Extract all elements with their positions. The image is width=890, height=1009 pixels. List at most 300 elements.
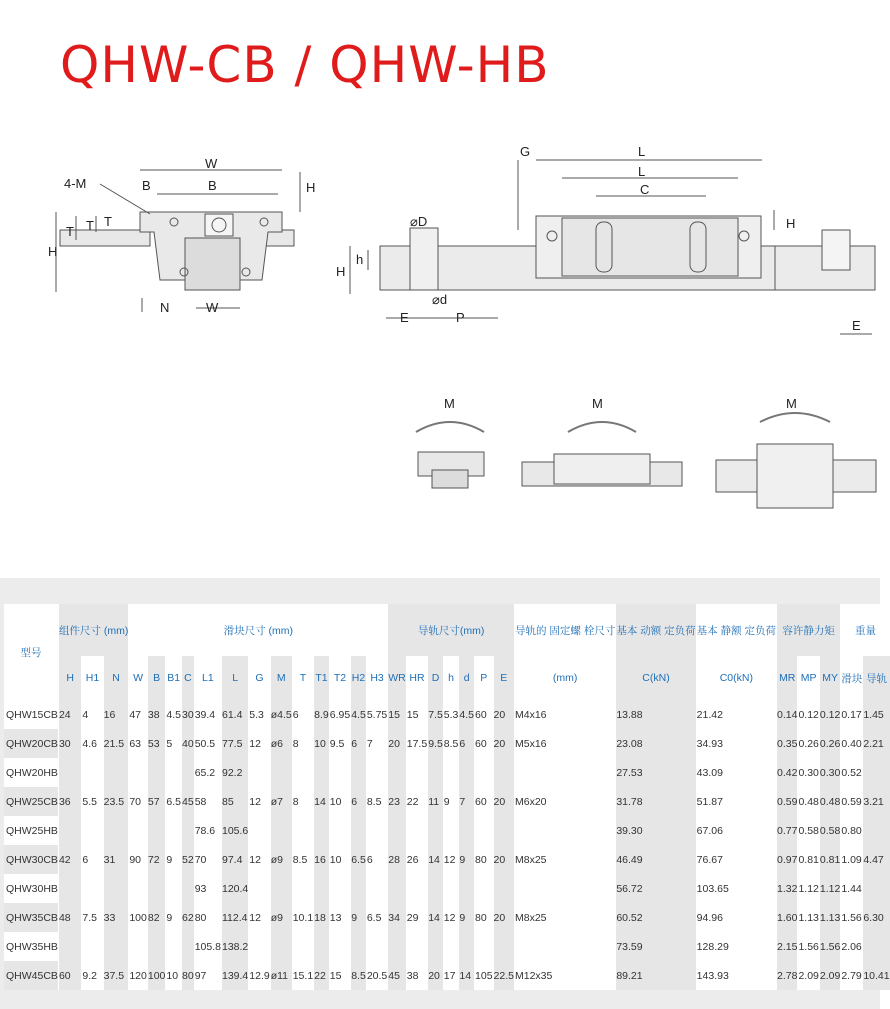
data-cell: [103, 758, 129, 787]
column-header: P: [475, 656, 494, 700]
data-cell: 0.40: [841, 729, 863, 758]
column-header: T1: [314, 656, 330, 700]
data-cell: 17: [443, 961, 459, 990]
data-cell: 14: [428, 903, 444, 932]
data-cell: 0.97: [777, 845, 798, 874]
dim-label: G: [520, 144, 531, 159]
data-cell: [292, 932, 313, 961]
data-cell: 1.56: [819, 932, 840, 961]
data-cell: 0.12: [819, 700, 840, 729]
data-cell: 78.6: [194, 816, 221, 845]
data-cell: [329, 816, 350, 845]
data-cell: 10: [329, 787, 350, 816]
data-cell: 0.59: [841, 787, 863, 816]
data-cell: 47: [129, 700, 148, 729]
column-header: C: [182, 656, 195, 700]
data-cell: 63: [129, 729, 148, 758]
header-moment: 容许静力矩: [777, 604, 841, 656]
data-cell: [103, 932, 129, 961]
data-cell: 1.56: [798, 932, 819, 961]
data-cell: [366, 816, 387, 845]
data-cell: 13: [329, 903, 350, 932]
column-header: C0(kN): [696, 656, 776, 700]
data-cell: 15.1: [292, 961, 313, 990]
model-cell: QHW25CB: [4, 787, 58, 816]
data-cell: 105: [475, 961, 494, 990]
data-cell: [314, 932, 330, 961]
data-cell: 17.5: [406, 729, 427, 758]
data-cell: 43.09: [696, 758, 776, 787]
data-cell: 3.21: [863, 787, 890, 816]
moment-label: M: [786, 396, 797, 411]
data-cell: 22: [314, 961, 330, 990]
data-cell: [475, 816, 494, 845]
data-cell: 20: [493, 845, 514, 874]
data-cell: 2.21: [863, 729, 890, 758]
data-cell: 51.87: [696, 787, 776, 816]
data-cell: 20.5: [366, 961, 387, 990]
data-cell: [443, 816, 459, 845]
data-cell: 1.45: [863, 700, 890, 729]
data-cell: 9.5: [329, 729, 350, 758]
data-cell: [459, 816, 475, 845]
data-cell: [366, 932, 387, 961]
dim-label: ⌀D: [410, 214, 428, 229]
column-header: N: [103, 656, 129, 700]
data-cell: 16: [314, 845, 330, 874]
data-cell: 0.42: [777, 758, 798, 787]
table-row: [4, 729, 890, 758]
data-cell: 10: [329, 845, 350, 874]
data-cell: 1.12: [819, 874, 840, 903]
column-header: B1: [166, 656, 182, 700]
data-cell: 112.4: [221, 903, 248, 932]
model-cell: QHW45CB: [4, 961, 58, 990]
data-cell: 8.9: [314, 700, 330, 729]
spec-table: [4, 604, 890, 990]
data-cell: [166, 874, 182, 903]
data-cell: 61.4: [221, 700, 248, 729]
data-cell: [475, 758, 494, 787]
data-cell: [147, 932, 166, 961]
data-cell: 34.93: [696, 729, 776, 758]
table-row: [4, 903, 890, 932]
data-cell: 20: [493, 700, 514, 729]
column-header: MP: [798, 656, 819, 700]
data-cell: 20: [493, 729, 514, 758]
data-cell: [329, 932, 350, 961]
data-cell: 30: [182, 700, 195, 729]
data-cell: [443, 932, 459, 961]
dim-label: L: [638, 164, 646, 179]
dim-label: W: [205, 156, 218, 171]
data-cell: 53: [147, 729, 166, 758]
data-cell: 2.79: [841, 961, 863, 990]
data-cell: 0.17: [841, 700, 863, 729]
data-cell: 2.78: [777, 961, 798, 990]
data-cell: 1.32: [777, 874, 798, 903]
data-cell: [249, 816, 270, 845]
table-row: [4, 845, 890, 874]
data-cell: 1.60: [777, 903, 798, 932]
data-cell: [459, 874, 475, 903]
data-cell: 57: [147, 787, 166, 816]
data-cell: 33: [103, 903, 129, 932]
dim-label: L: [638, 144, 646, 159]
data-cell: 92.2: [221, 758, 248, 787]
data-cell: 45: [182, 787, 195, 816]
data-cell: [443, 874, 459, 903]
data-cell: 4.5: [459, 700, 475, 729]
data-cell: 37.5: [103, 961, 129, 990]
data-cell: 9: [166, 903, 182, 932]
data-cell: 15: [388, 700, 407, 729]
data-cell: M5x16: [514, 729, 615, 758]
dim-label: T: [66, 224, 74, 239]
data-cell: M12x35: [514, 961, 615, 990]
data-cell: [514, 816, 615, 845]
data-cell: 9: [459, 845, 475, 874]
data-cell: 52: [182, 845, 195, 874]
data-cell: 105.8: [194, 932, 221, 961]
data-cell: [129, 816, 148, 845]
data-cell: ø9: [270, 903, 292, 932]
data-cell: 12.9: [249, 961, 270, 990]
data-cell: 6: [82, 845, 103, 874]
data-cell: 70: [129, 787, 148, 816]
header-bolt: 导轨的 固定螺 栓尺寸: [514, 604, 615, 656]
data-cell: 0.12: [798, 700, 819, 729]
dim-label: C: [640, 182, 650, 197]
data-cell: 80: [475, 845, 494, 874]
data-cell: 12: [249, 845, 270, 874]
data-cell: 6.30: [863, 903, 890, 932]
data-cell: 0.81: [819, 845, 840, 874]
column-header: H2: [351, 656, 367, 700]
header-assembly: 组件尺寸 (mm): [58, 604, 128, 656]
data-cell: 29: [406, 903, 427, 932]
data-cell: [366, 758, 387, 787]
data-cell: 97.4: [221, 845, 248, 874]
column-header: D: [428, 656, 444, 700]
data-cell: 13.88: [616, 700, 696, 729]
data-cell: 31.78: [616, 787, 696, 816]
data-cell: [58, 758, 81, 787]
data-cell: 8.5: [366, 787, 387, 816]
column-header: 导轨: [863, 656, 890, 700]
data-cell: 0.81: [798, 845, 819, 874]
data-cell: [82, 932, 103, 961]
data-cell: 2.15: [777, 932, 798, 961]
column-header: E: [493, 656, 514, 700]
data-cell: [406, 874, 427, 903]
data-cell: [58, 932, 81, 961]
data-cell: M6x20: [514, 787, 615, 816]
data-cell: 4.5: [166, 700, 182, 729]
data-cell: 0.77: [777, 816, 798, 845]
data-cell: 15: [329, 961, 350, 990]
dim-label: P: [456, 310, 465, 325]
dim-label: T: [86, 218, 94, 233]
data-cell: M8x25: [514, 903, 615, 932]
data-cell: ø11: [270, 961, 292, 990]
data-cell: [270, 932, 292, 961]
header-dynamic-load: 基本 动额 定负荷: [616, 604, 696, 656]
data-cell: [493, 758, 514, 787]
data-cell: 85: [221, 787, 248, 816]
data-cell: 10.1: [292, 903, 313, 932]
data-cell: [351, 816, 367, 845]
column-header: MR: [777, 656, 798, 700]
data-cell: 9.5: [428, 729, 444, 758]
data-cell: 70: [194, 845, 221, 874]
data-cell: 26: [406, 845, 427, 874]
data-cell: [314, 874, 330, 903]
dim-label: H: [336, 264, 346, 279]
data-cell: 7.5: [82, 903, 103, 932]
data-cell: 9: [166, 845, 182, 874]
data-cell: [443, 758, 459, 787]
data-cell: [103, 816, 129, 845]
column-header: L: [221, 656, 248, 700]
model-cell: QHW25HB: [4, 816, 58, 845]
header-weight: 重量: [841, 604, 890, 656]
table-row: [4, 816, 890, 845]
data-cell: [514, 874, 615, 903]
data-cell: 12: [443, 903, 459, 932]
data-cell: 6: [351, 787, 367, 816]
data-cell: 12: [249, 787, 270, 816]
data-cell: [166, 932, 182, 961]
moment-label: M: [592, 396, 603, 411]
data-cell: 6.5: [166, 787, 182, 816]
table-row: [4, 758, 890, 787]
data-cell: 38: [147, 700, 166, 729]
data-cell: 34: [388, 903, 407, 932]
data-cell: [428, 932, 444, 961]
data-cell: 0.35: [777, 729, 798, 758]
data-cell: 4.47: [863, 845, 890, 874]
data-cell: [329, 758, 350, 787]
data-cell: 0.58: [798, 816, 819, 845]
data-cell: [82, 874, 103, 903]
data-cell: 5.3: [249, 700, 270, 729]
data-cell: [103, 874, 129, 903]
data-cell: 12: [249, 729, 270, 758]
column-header: h: [443, 656, 459, 700]
data-cell: 128.29: [696, 932, 776, 961]
data-cell: [292, 816, 313, 845]
data-cell: [147, 758, 166, 787]
data-cell: 30: [58, 729, 81, 758]
model-cell: QHW30HB: [4, 874, 58, 903]
data-cell: 4.5: [351, 700, 367, 729]
column-header: B: [147, 656, 166, 700]
data-cell: 31: [103, 845, 129, 874]
data-cell: 4.6: [82, 729, 103, 758]
data-cell: 80: [475, 903, 494, 932]
data-cell: 10.41: [863, 961, 890, 990]
data-cell: [249, 758, 270, 787]
data-cell: M8x25: [514, 845, 615, 874]
data-cell: 76.67: [696, 845, 776, 874]
table-row: [4, 961, 890, 990]
data-cell: ø4.5: [270, 700, 292, 729]
column-header: H3: [366, 656, 387, 700]
column-header: d: [459, 656, 475, 700]
data-cell: 120: [129, 961, 148, 990]
moment-label: M: [444, 396, 455, 411]
data-cell: [406, 758, 427, 787]
data-cell: [270, 816, 292, 845]
data-cell: 23.08: [616, 729, 696, 758]
data-cell: 89.21: [616, 961, 696, 990]
data-cell: 60: [475, 700, 494, 729]
data-cell: 6: [459, 729, 475, 758]
data-cell: 5.5: [82, 787, 103, 816]
data-cell: 12: [249, 903, 270, 932]
data-cell: [182, 932, 195, 961]
data-cell: 14: [459, 961, 475, 990]
model-cell: QHW20CB: [4, 729, 58, 758]
data-cell: [388, 816, 407, 845]
data-cell: [514, 932, 615, 961]
data-cell: 27.53: [616, 758, 696, 787]
data-cell: 8.5: [292, 845, 313, 874]
data-cell: 0.59: [777, 787, 798, 816]
data-cell: 36: [58, 787, 81, 816]
dim-label: B: [142, 178, 151, 193]
data-cell: 0.58: [819, 816, 840, 845]
data-cell: 8: [292, 729, 313, 758]
data-cell: 143.93: [696, 961, 776, 990]
data-cell: [351, 758, 367, 787]
data-cell: 4: [82, 700, 103, 729]
data-cell: 46.49: [616, 845, 696, 874]
data-cell: 100: [147, 961, 166, 990]
data-cell: 21.42: [696, 700, 776, 729]
data-cell: 39.4: [194, 700, 221, 729]
data-cell: 42: [58, 845, 81, 874]
dim-label: H: [786, 216, 796, 231]
data-cell: 6.95: [329, 700, 350, 729]
column-header: W: [129, 656, 148, 700]
data-cell: 139.4: [221, 961, 248, 990]
data-cell: [292, 758, 313, 787]
data-cell: [147, 874, 166, 903]
dim-label: h: [356, 252, 364, 267]
data-cell: 80: [194, 903, 221, 932]
data-cell: [428, 874, 444, 903]
column-header: WR: [388, 656, 407, 700]
data-cell: 0.48: [798, 787, 819, 816]
dim-label: B: [208, 178, 217, 193]
data-cell: [147, 816, 166, 845]
data-cell: 2.09: [798, 961, 819, 990]
data-cell: [270, 758, 292, 787]
data-cell: ø7: [270, 787, 292, 816]
data-cell: [249, 874, 270, 903]
dim-label: H: [48, 244, 58, 259]
data-cell: 20: [493, 787, 514, 816]
data-cell: 60.52: [616, 903, 696, 932]
data-cell: 0.26: [798, 729, 819, 758]
dim-label: N: [160, 300, 170, 315]
data-cell: [129, 932, 148, 961]
table-row: [4, 787, 890, 816]
data-cell: 1.12: [798, 874, 819, 903]
data-cell: 60: [475, 787, 494, 816]
page-title: QHW-CB / QHW-HB: [60, 36, 550, 94]
data-cell: [129, 758, 148, 787]
model-cell: QHW15CB: [4, 700, 58, 729]
data-cell: [182, 874, 195, 903]
data-cell: 5.3: [443, 700, 459, 729]
data-cell: 97: [194, 961, 221, 990]
data-cell: [493, 932, 514, 961]
data-cell: [459, 758, 475, 787]
data-cell: [329, 874, 350, 903]
data-cell: [459, 932, 475, 961]
data-cell: [182, 758, 195, 787]
data-cell: 80: [182, 961, 195, 990]
data-cell: [863, 816, 890, 845]
data-cell: [514, 758, 615, 787]
data-cell: 100: [129, 903, 148, 932]
data-cell: 0.30: [819, 758, 840, 787]
data-cell: 8.5: [351, 961, 367, 990]
data-cell: 21.5: [103, 729, 129, 758]
data-cell: 60: [58, 961, 81, 990]
data-cell: 7.5: [428, 700, 444, 729]
data-cell: 39.30: [616, 816, 696, 845]
data-cell: 20: [388, 729, 407, 758]
data-cell: 120.4: [221, 874, 248, 903]
data-cell: 6: [351, 729, 367, 758]
data-cell: 9: [459, 903, 475, 932]
data-cell: 48: [58, 903, 81, 932]
dim-label: ⌀d: [432, 292, 448, 307]
data-cell: [388, 758, 407, 787]
dim-label: W: [206, 300, 219, 315]
data-cell: 14: [314, 787, 330, 816]
data-cell: 105.6: [221, 816, 248, 845]
header-block: 滑块尺寸 (mm): [129, 604, 388, 656]
model-cell: QHW35CB: [4, 903, 58, 932]
column-header: 滑块: [841, 656, 863, 700]
column-header: HR: [406, 656, 427, 700]
data-cell: 50.5: [194, 729, 221, 758]
data-cell: 56.72: [616, 874, 696, 903]
data-cell: 103.65: [696, 874, 776, 903]
data-cell: 138.2: [221, 932, 248, 961]
data-cell: [475, 932, 494, 961]
data-cell: [863, 932, 890, 961]
header-model: 型号: [4, 604, 58, 700]
data-cell: 9: [351, 903, 367, 932]
data-cell: 6.5: [351, 845, 367, 874]
data-cell: 67.06: [696, 816, 776, 845]
data-cell: 15: [406, 700, 427, 729]
data-cell: [863, 758, 890, 787]
data-cell: 0.48: [819, 787, 840, 816]
data-cell: M4x16: [514, 700, 615, 729]
data-cell: 16: [103, 700, 129, 729]
data-cell: [314, 758, 330, 787]
data-cell: [270, 874, 292, 903]
data-cell: 7: [459, 787, 475, 816]
column-header: (mm): [514, 656, 615, 700]
